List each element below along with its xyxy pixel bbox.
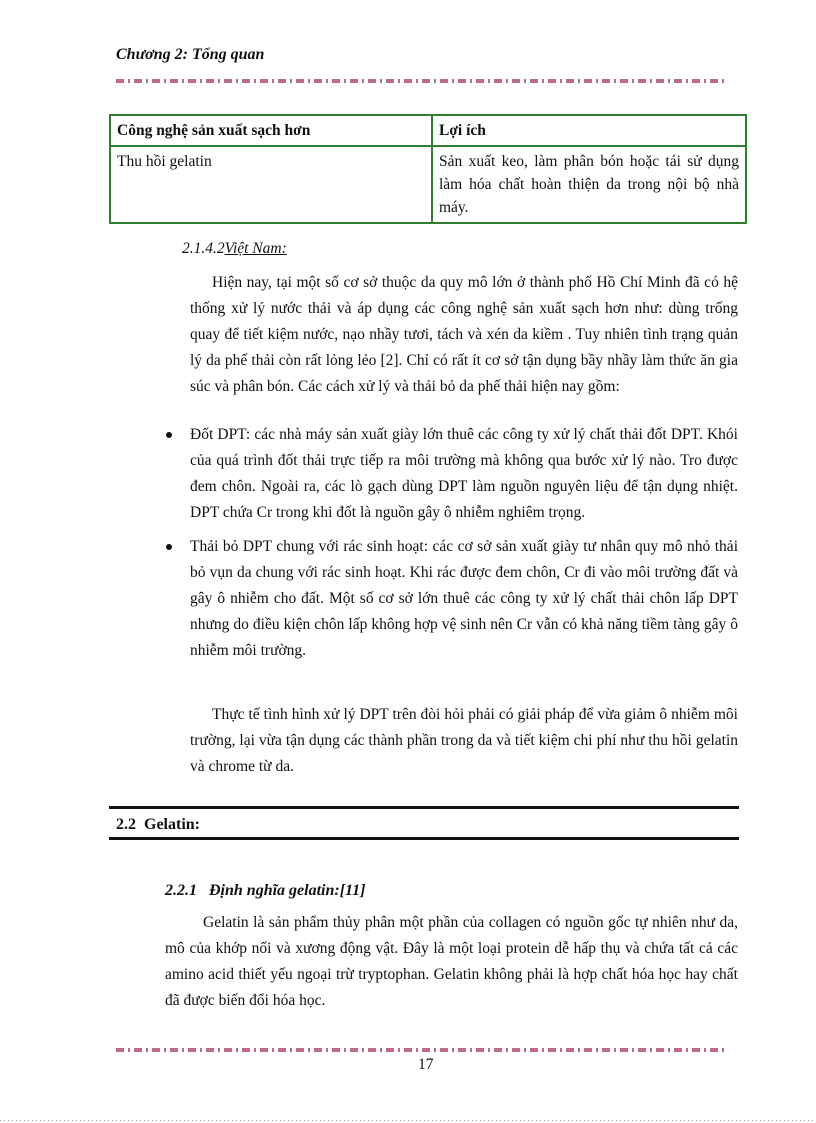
table-row: [110, 146, 746, 223]
table-header-row: [110, 115, 746, 146]
subsection-title: Định nghĩa gelatin:[11]: [209, 882, 366, 899]
paragraph: Gelatin là sản phẩm thủy phân một phần của collagen có nguồn gốc tự nhiên như da, mô của khớp nối và xương động vật. Đây là một loại protein dễ hấp thụ và chứa tất cả các amino acid thiết yếu ngoại trừ tryptophan. Gelatin không phải là hợp chất hóa học hay chất đã được biến đổi hóa học.: [165, 914, 738, 1009]
footer-divider: [116, 1048, 728, 1052]
table-header-cell: Lợi ích: [432, 115, 746, 146]
chapter-header: Chương 2: Tổng quan: [116, 46, 265, 63]
header-divider: [116, 79, 728, 83]
table-cell: Sản xuất keo, làm phân bón hoặc tái sử dụng làm hóa chất hoàn thiện da trong nội bộ nhà máy.: [432, 146, 746, 223]
section-rule-top: [109, 806, 739, 809]
bullet-list: [160, 422, 738, 672]
table-cell: Thu hồi gelatin: [110, 146, 432, 223]
subsection-heading: [182, 240, 287, 258]
subsection-heading: [165, 882, 365, 900]
section-title: Gelatin:: [144, 816, 200, 833]
table-header-cell: Công nghệ sản xuất sạch hơn: [110, 115, 432, 146]
section-heading: [116, 816, 200, 834]
technology-table: [109, 114, 747, 224]
subsection-number: 2.1.4.2: [182, 240, 225, 257]
subsection-number: 2.2.1: [165, 882, 197, 899]
section-rule-bottom: [109, 837, 739, 840]
list-item: Đốt DPT: các nhà máy sản xuất giày lớn thuê các công ty xử lý chất thải đốt DPT. Khói của quá trình đốt thải trực tiếp ra môi trường mà không qua bước xử lý nào. Tro được đem chôn. Ngoài ra, các lò gạch dùng DPT làm nguồn nguyên liệu để tận dụng nhiệt. DPT chứa Cr trong khi đốt là nguồn gây ô nhiễm nghiêm trọng.: [160, 422, 738, 526]
paragraph: Thực tế tình hình xử lý DPT trên đòi hỏi phải có giải pháp để vừa giảm ô nhiễm môi trường, lại vừa tận dụng các thành phần trong da và tiết kiệm chi phí như thu hồi gelatin và chrome từ da.: [190, 706, 738, 775]
subsection-title: Việt Nam:: [224, 240, 287, 257]
list-item: Thải bỏ DPT chung với rác sinh hoạt: các cơ sở sản xuất giày tư nhân quy mô nhỏ thải bỏ vụn da chung với rác sinh hoạt. Khi rác được đem chôn, Cr đi vào môi trường đất và gây ô nhiễm cho đất. Một số cơ sở lớn thuê các công ty xử lý chất thải chôn lấp DPT nhưng do điều kiện chôn lấp không hợp vệ sinh nên Cr vẫn có khả năng tiềm tàng gây ô nhiễm môi trường.: [160, 534, 738, 664]
section-number: 2.2: [116, 816, 136, 833]
page-number: 17: [418, 1056, 434, 1073]
page-edge: [0, 1120, 816, 1121]
paragraph: Hiện nay, tại một số cơ sở thuộc da quy mô lớn ở thành phố Hồ Chí Minh đã có hệ thống xử lý nước thải và áp dụng các công nghệ sản xuất sạch hơn như: dùng trống quay để tiết kiệm nước, nạo nhầy tươi, tách và xén da kiềm . Tuy nhiên tình trạng quản lý da phế thải còn rất lỏng lẻo [2]. Chỉ có rất ít cơ sở tận dụng bầy nhầy làm thức ăn gia súc và phân bón. Các cách xử lý và thải bỏ da phế thải hiện nay gồm:: [190, 274, 738, 395]
